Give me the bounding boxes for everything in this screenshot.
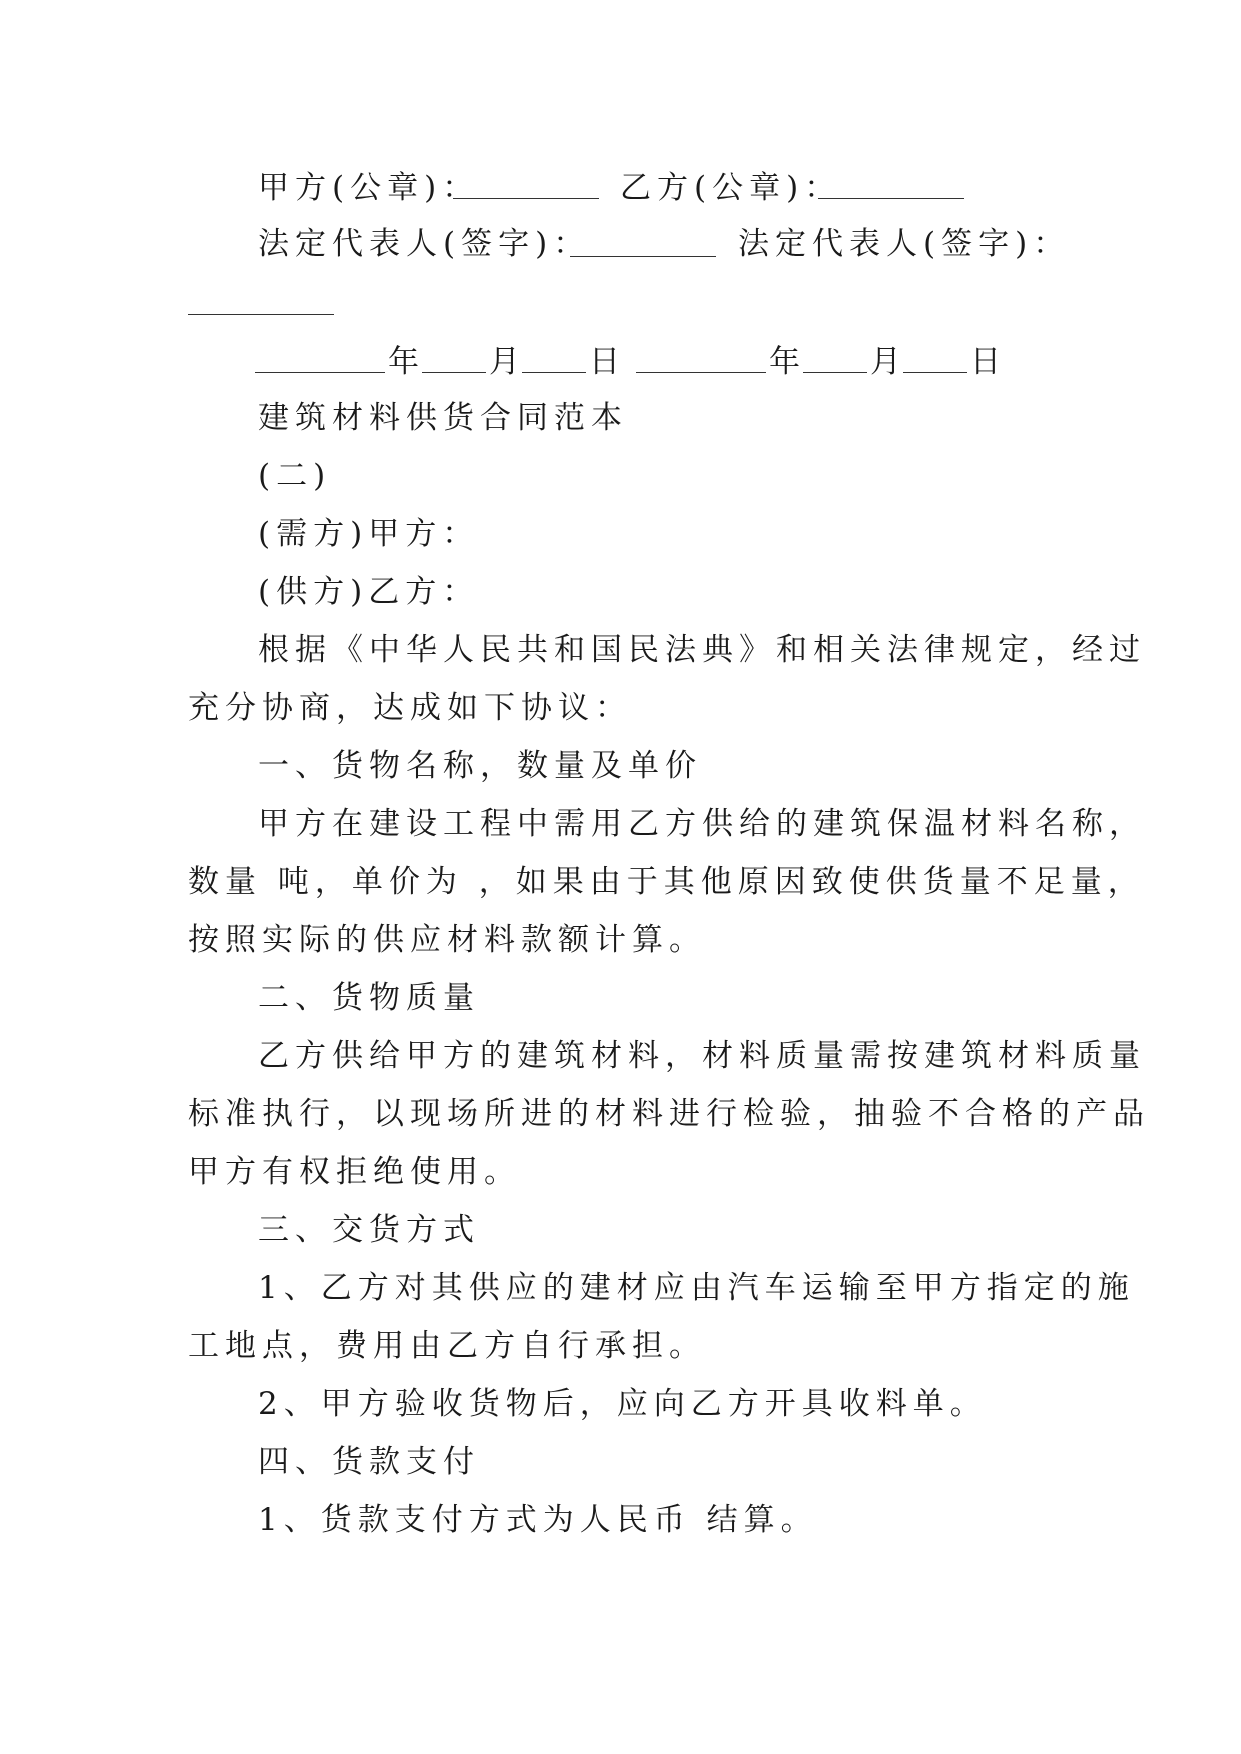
section-4-title: 四、货款支付 (258, 1444, 480, 1480)
section-1-line-2: 数量 吨，单价为 ，如果由于其他原因致使供货量不足量， (188, 864, 1145, 900)
section-1-line-3: 按照实际的供应材料款额计算。 (188, 922, 706, 958)
party-a-seal-blank (453, 198, 599, 199)
rep-b-label: 法定代表人(签字)： (738, 226, 1071, 262)
date-a-month-blank (422, 372, 486, 373)
section-2-title: 二、货物质量 (258, 980, 480, 1016)
party-a-seal-label: 甲方(公章)： (258, 170, 480, 206)
party-b-seal-blank (818, 198, 964, 199)
section-4-item-1: 1、货款支付方式为人民币 结算。 (258, 1502, 818, 1538)
date-b-month-blank (803, 372, 867, 373)
date-b-year-blank (636, 372, 766, 373)
section-3-item-1-line-2: 工地点，费用由乙方自行承担。 (188, 1328, 706, 1364)
section-1-line-1: 甲方在建设工程中需用乙方供给的建筑保温材料名称， (258, 806, 1146, 842)
date-b-month-label: 月 (870, 344, 907, 380)
section-2-line-1: 乙方供给甲方的建筑材料，材料质量需按建筑材料质量 (258, 1038, 1146, 1074)
date-a-year-label: 年 (388, 344, 425, 380)
section-1-title: 一、货物名称，数量及单价 (258, 748, 702, 784)
section-3-title: 三、交货方式 (258, 1212, 480, 1248)
date-a-day-blank (522, 372, 586, 373)
rep-a-label: 法定代表人(签字)： (258, 226, 591, 262)
date-b-day-blank (903, 372, 967, 373)
rep-a-blank (570, 256, 716, 257)
section-2-line-3: 甲方有权拒绝使用。 (188, 1154, 521, 1190)
document-number: (二) (258, 458, 332, 494)
date-b-day-label: 日 (970, 344, 1007, 380)
section-3-item-1-line-1: 1、乙方对其供应的建材应由汽车运输至甲方指定的施 (258, 1270, 1135, 1306)
date-a-month-label: 月 (489, 344, 526, 380)
party-b-seal-label: 乙方(公章)： (620, 170, 842, 206)
document-title: 建筑材料供货合同范本 (258, 400, 628, 436)
preamble-line-2: 充分协商，达成如下协议： (188, 690, 632, 726)
date-a-year-blank (255, 372, 385, 373)
date-b-year-label: 年 (769, 344, 806, 380)
section-2-line-2: 标准执行，以现场所进的材料进行检验，抽验不合格的产品 (188, 1096, 1150, 1132)
supplier-line: (供方)乙方： (258, 574, 480, 610)
section-3-item-2: 2、甲方验收货物后，应向乙方开具收料单。 (258, 1386, 987, 1422)
date-a-day-label: 日 (589, 344, 626, 380)
preamble-line-1: 根据《中华人民共和国民法典》和相关法律规定，经过 (258, 632, 1146, 668)
rep-b-blank (188, 314, 334, 315)
buyer-line: (需方)甲方： (258, 516, 480, 552)
